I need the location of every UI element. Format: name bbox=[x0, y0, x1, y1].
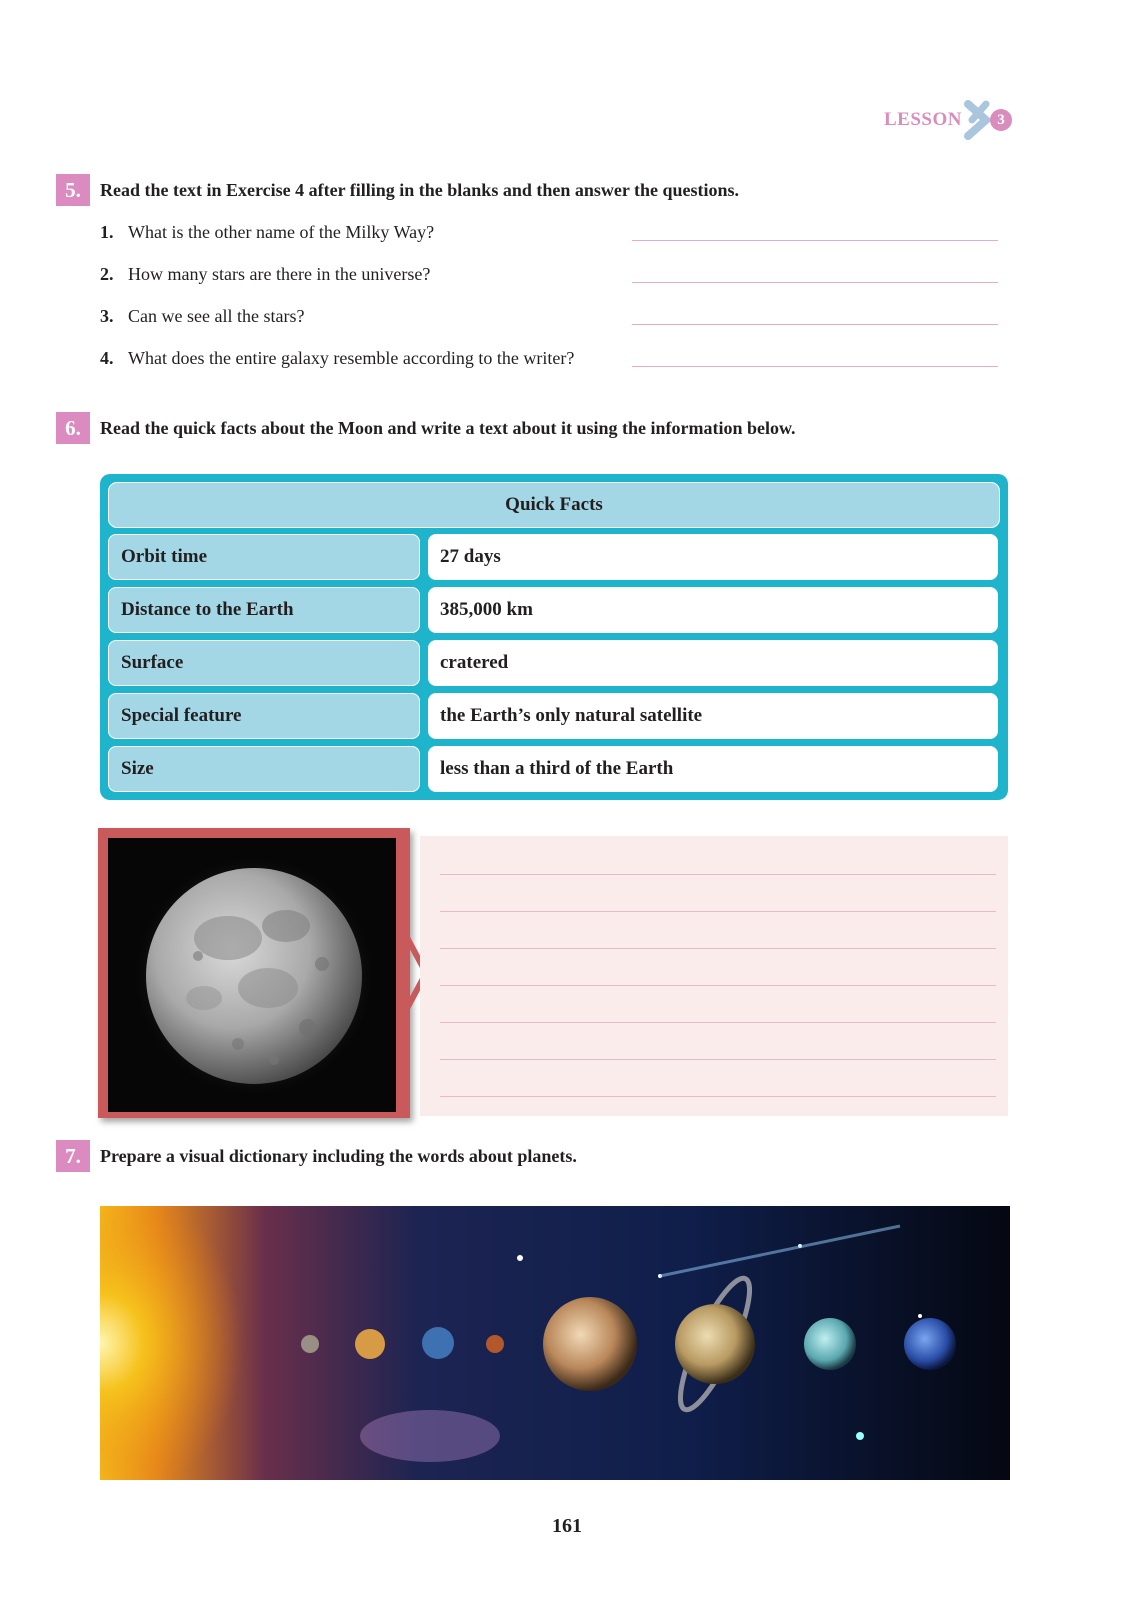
fact-label-surface: Surface bbox=[108, 640, 420, 686]
writing-line[interactable] bbox=[440, 985, 996, 986]
quick-facts-title: Quick Facts bbox=[108, 482, 1000, 528]
lesson-tag bbox=[884, 100, 1016, 140]
question-number: 3. bbox=[100, 306, 114, 326]
fact-label-orbit-time: Orbit time bbox=[108, 534, 420, 580]
writing-area[interactable] bbox=[420, 836, 1008, 1116]
exercise-6-instruction: Read the quick facts about the Moon and write a text about it using the information below. bbox=[100, 418, 796, 438]
writing-line[interactable] bbox=[440, 1022, 996, 1023]
answer-line-3[interactable] bbox=[632, 324, 998, 325]
answer-line-2[interactable] bbox=[632, 282, 998, 283]
question-text: What does the entire galaxy resemble according to the writer? bbox=[128, 348, 575, 368]
exercise-5-number: 5. bbox=[56, 174, 90, 206]
answer-line-1[interactable] bbox=[632, 240, 998, 241]
question-2 bbox=[100, 264, 430, 285]
lesson-badge-icon bbox=[964, 100, 1016, 140]
moon-image-frame bbox=[98, 828, 410, 1118]
question-text: Can we see all the stars? bbox=[128, 306, 305, 326]
solar-system-image bbox=[100, 1206, 1010, 1480]
question-number: 1. bbox=[100, 222, 114, 242]
quick-facts-table bbox=[100, 474, 1008, 800]
page-number: 161 bbox=[552, 1515, 582, 1537]
question-1 bbox=[100, 222, 434, 243]
fact-value-size: less than a third of the Earth bbox=[428, 746, 998, 792]
question-text: What is the other name of the Milky Way? bbox=[128, 222, 435, 242]
lesson-label: LESSON bbox=[884, 109, 962, 130]
exercise-5-instruction: Read the text in Exercise 4 after filling in the blanks and then answer the questions. bbox=[100, 180, 740, 200]
fact-value-distance: 385,000 km bbox=[428, 587, 998, 633]
writing-line[interactable] bbox=[440, 1096, 996, 1097]
writing-line[interactable] bbox=[440, 948, 996, 949]
moon-image bbox=[108, 838, 396, 1112]
question-text: How many stars are there in the universe? bbox=[128, 264, 431, 284]
fact-value-special-feature: the Earth’s only natural satellite bbox=[428, 693, 998, 739]
fact-value-orbit-time: 27 days bbox=[428, 534, 998, 580]
fact-value-surface: cratered bbox=[428, 640, 998, 686]
writing-line[interactable] bbox=[440, 874, 996, 875]
question-number: 2. bbox=[100, 264, 114, 284]
answer-line-4[interactable] bbox=[632, 366, 998, 367]
question-3 bbox=[100, 306, 304, 327]
exercise-7-instruction: Prepare a visual dictionary including the words about planets. bbox=[100, 1146, 577, 1166]
fact-label-distance: Distance to the Earth bbox=[108, 587, 420, 633]
lesson-number: 3 bbox=[990, 109, 1012, 131]
question-number: 4. bbox=[100, 348, 114, 368]
fact-label-size: Size bbox=[108, 746, 420, 792]
writing-line[interactable] bbox=[440, 911, 996, 912]
question-4 bbox=[100, 348, 574, 369]
fact-label-special-feature: Special feature bbox=[108, 693, 420, 739]
writing-line[interactable] bbox=[440, 1059, 996, 1060]
exercise-7-number: 7. bbox=[56, 1140, 90, 1172]
exercise-6-number: 6. bbox=[56, 412, 90, 444]
